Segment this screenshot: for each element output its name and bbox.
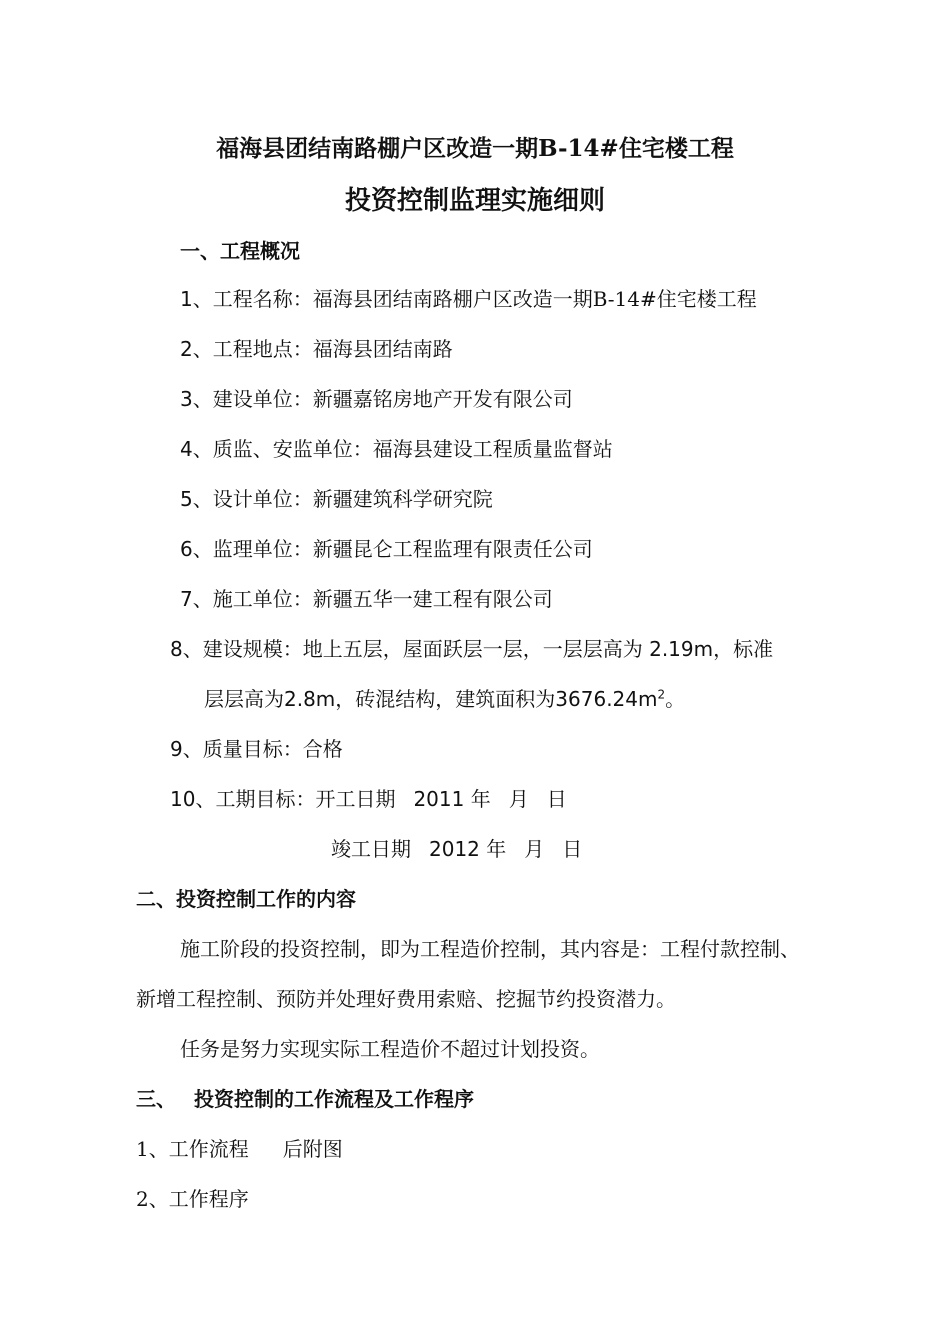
quality-target: 9、质量目标：合格 [170, 737, 343, 761]
section1-heading: 一、工程概况 [180, 239, 300, 263]
section2-paragraph-line1: 施工阶段的投资控制，即为工程造价控制，其内容是：工程付款控制、 [180, 937, 800, 961]
construction-scale-line2: 层层高为2.8m，砖混结构，建筑面积为$3676.24m^2$。 [204, 687, 686, 711]
project-info-item: 5、设计单位：新疆建筑科学研究院 [180, 487, 493, 511]
project-info-item: 3、建设单位：新疆嘉铭房地产开发有限公司 [180, 387, 573, 411]
schedule-start: 10、工期目标：开工日期 2011 年 月 日 [170, 787, 567, 811]
project-info-item: 1、工程名称：福海县团结南路棚户区改造一期B-14#住宅楼工程 [180, 287, 757, 311]
workflow-item: 1、工作流程 后附图 [136, 1137, 343, 1161]
section3-heading: 三、 投资控制的工作流程及工作程序 [136, 1087, 474, 1111]
section2-heading: 二、投资控制工作的内容 [136, 887, 356, 911]
project-info-item: 7、施工单位：新疆五华一建工程有限公司 [180, 587, 553, 611]
project-info-item: 4、质监、安监单位：福海县建设工程质量监督站 [180, 437, 613, 461]
construction-scale-line1: 8、建设规模：地上五层，屋面跃层一层，一层层高为 2.19m，标准 [170, 637, 774, 661]
project-info-item: 6、监理单位：新疆昆仑工程监理有限责任公司 [180, 537, 593, 561]
document-title-line2: 投资控制监理实施细则 [344, 186, 605, 216]
document-title-line1: 福海县团结南路棚户区改造一期B-14#住宅楼工程 [216, 135, 734, 162]
work-procedure-item: 2、工作程序 [136, 1187, 249, 1211]
section2-paragraph2: 任务是努力实现实际工程造价不超过计划投资。 [180, 1037, 600, 1061]
project-info-item: 2、工程地点：福海县团结南路 [180, 337, 453, 361]
schedule-end: 竣工日期 2012 年 月 日 [331, 837, 583, 861]
section2-paragraph-line2: 新增工程控制、预防并处理好费用索赔、挖掘节约投资潜力。 [136, 987, 676, 1011]
